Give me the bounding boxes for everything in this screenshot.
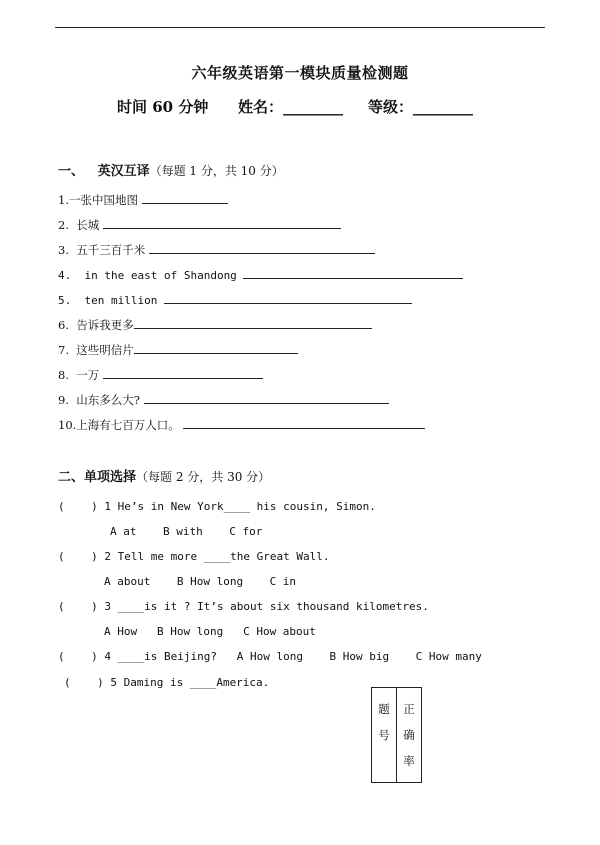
section1-heading: [58, 160, 284, 179]
score-col2-char: 确: [403, 728, 415, 742]
s1-item-7: [58, 342, 298, 358]
s1-item-9: [58, 392, 389, 408]
s1-item-4: [58, 267, 463, 282]
q3-stem: ( ) 3 ____is it ? It’s about six thousand kilometres.: [58, 600, 429, 613]
score-col2-char: 正: [403, 702, 415, 716]
section2-heading: [58, 466, 270, 485]
q2-stem: ( ) 2 Tell me more ____the Great Wall.: [58, 550, 330, 563]
answer-blank[interactable]: [243, 267, 463, 279]
s1-item-2: [58, 217, 341, 233]
q4-stem: ( ) 4 ____is Beijing? A How long B How big C How many: [58, 650, 482, 663]
s1-item-8-text: 8. 一万: [58, 368, 100, 382]
s1-item-5-text: 5. ten million: [58, 294, 158, 307]
section2-note: （每题 2 分，共 30 分）: [136, 470, 271, 484]
section1-title: 一、 英汉互译: [58, 164, 150, 179]
s1-item-6-text: 6. 告诉我更多: [58, 318, 134, 332]
answer-blank[interactable]: [134, 342, 298, 354]
s1-item-5: [58, 292, 412, 307]
answer-blank[interactable]: [103, 217, 341, 229]
s1-item-10-text: 10.上海有七百万人口。: [58, 418, 180, 432]
score-col1-char: 号: [378, 728, 390, 742]
q5-stem: ( ) 5 Daming is ____America.: [64, 676, 270, 689]
section1-note: （每题 1 分，共 10 分）: [149, 164, 284, 178]
page-title: 六年级英语第一模块质量检测题: [191, 64, 409, 82]
q3-options: A How B How long C How about: [104, 625, 316, 638]
section2-title: 二、单项选择: [58, 470, 137, 485]
s1-item-9-text: 9. 山东多么大?: [58, 393, 140, 407]
answer-blank[interactable]: [183, 417, 425, 429]
s1-item-8: [58, 367, 263, 383]
top-rule: [55, 27, 545, 28]
s1-item-3-text: 3. 五千三百千米: [58, 243, 146, 257]
s1-item-2-text: 2. 长城: [58, 218, 100, 232]
grade-field: 等级：________: [368, 98, 474, 116]
answer-blank[interactable]: [164, 292, 412, 304]
s1-item-1-text: 1.一张中国地图: [58, 193, 138, 207]
answer-blank[interactable]: [142, 192, 228, 204]
s1-item-10: [58, 417, 425, 433]
time-label: 时间 60 分钟: [117, 98, 209, 116]
s1-item-7-text: 7. 这些明信片: [58, 343, 134, 357]
answer-blank[interactable]: [103, 367, 263, 379]
s1-item-1: [58, 192, 228, 208]
score-col2-char: 率: [403, 754, 415, 768]
s1-item-4-text: 4. in the east of Shandong: [58, 269, 237, 282]
q1-options: A at B with C for: [110, 525, 263, 538]
name-field: 姓名：________: [238, 98, 344, 116]
score-col1-char: 题: [378, 702, 390, 716]
s1-item-6: [58, 317, 372, 333]
answer-blank[interactable]: [149, 242, 375, 254]
score-table-header-accuracy: [397, 688, 422, 783]
q2-options: A about B How long C in: [104, 575, 297, 588]
score-table-header-number: [372, 688, 397, 783]
answer-blank[interactable]: [144, 392, 389, 404]
score-table: [371, 687, 422, 783]
q1-stem: ( ) 1 He’s in New York____ his cousin, Simon.: [58, 500, 376, 513]
s1-item-3: [58, 242, 375, 258]
answer-blank[interactable]: [134, 317, 372, 329]
